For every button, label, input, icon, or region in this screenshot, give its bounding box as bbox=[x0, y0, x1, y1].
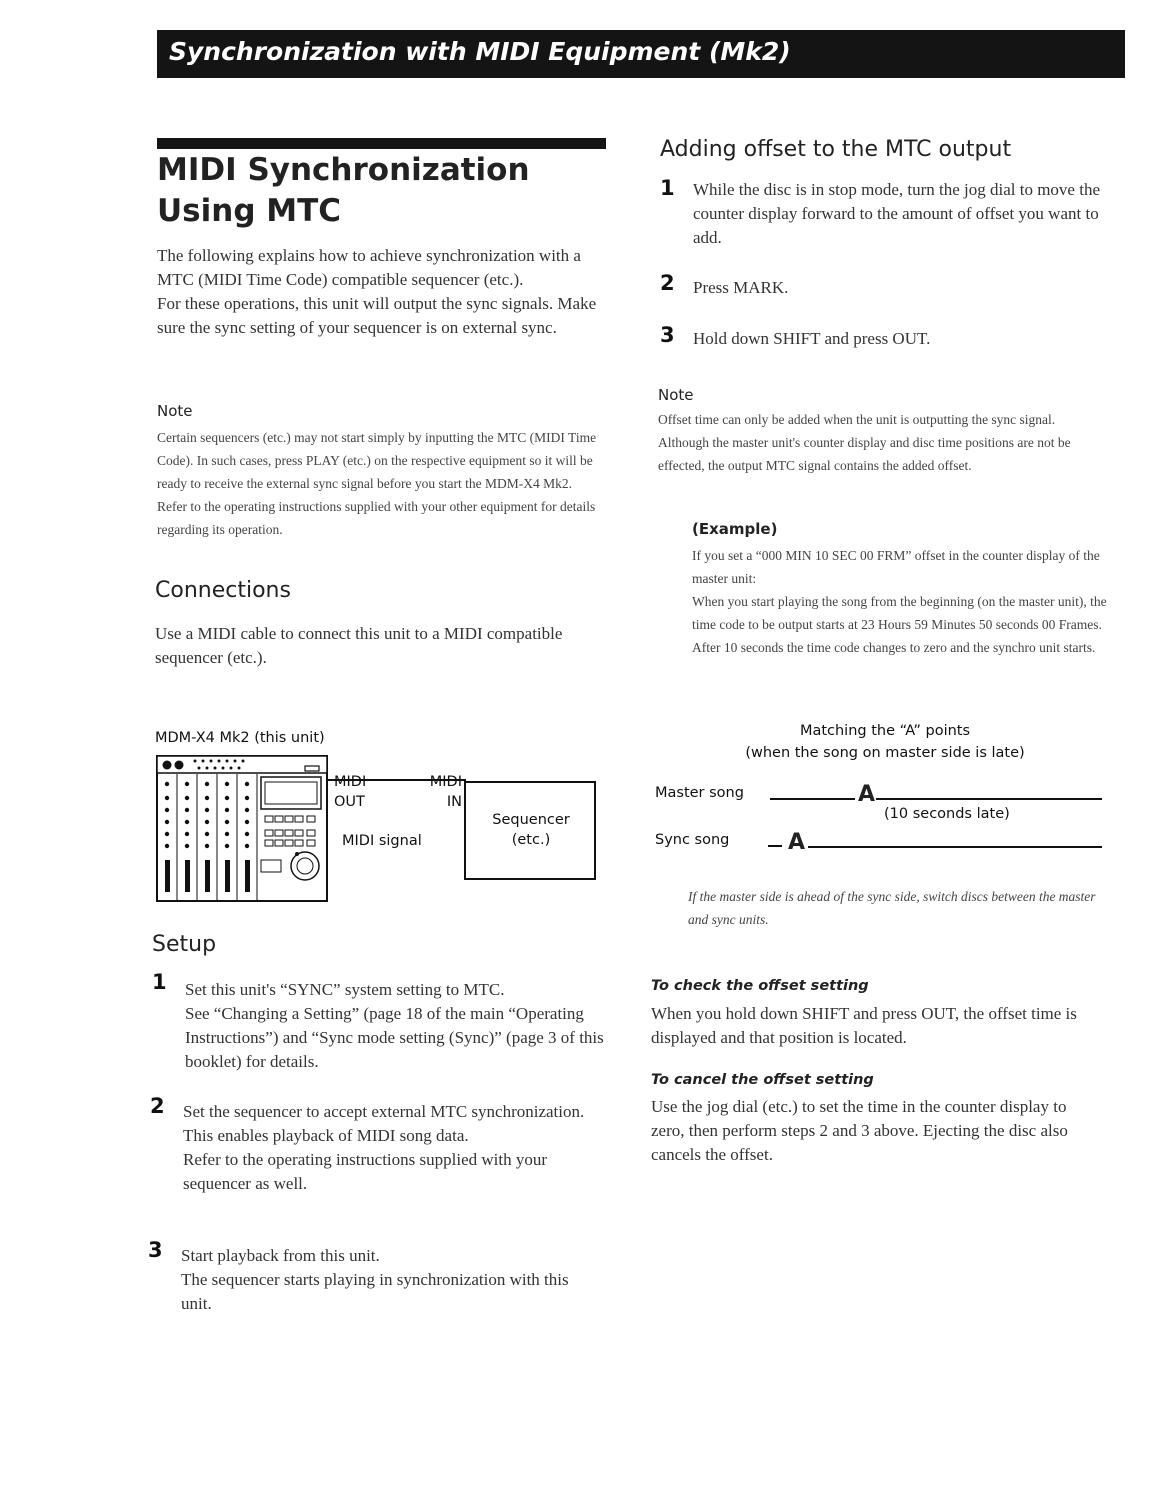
sequencer-line: Sequencer bbox=[492, 812, 570, 828]
sync-song-line-before bbox=[768, 845, 782, 847]
timing-title-line: (when the song on master side is late) bbox=[745, 745, 1025, 761]
intro-paragraph: The following explains how to achieve synchronization with a MTC (MIDI Time Code) compatible sequencer (etc.). bbox=[157, 246, 581, 289]
master-song-line-after bbox=[876, 798, 1102, 800]
step-line: Start playback from this unit. bbox=[181, 1246, 380, 1265]
page-title: MIDI Synchronization Using MTC bbox=[157, 152, 530, 229]
timing-title-line: Matching the “A” points bbox=[799, 723, 971, 739]
step-line: This enables playback of MIDI song data. bbox=[183, 1126, 469, 1145]
setup-step-number: 3 bbox=[148, 1238, 163, 1262]
sync-song-label: Sync song bbox=[655, 832, 730, 848]
midi-in-label bbox=[420, 772, 462, 812]
master-song-line-before bbox=[770, 798, 855, 800]
offset-step-number: 3 bbox=[660, 323, 675, 347]
note-heading: Note bbox=[157, 402, 193, 420]
step-line: See “Changing a Setting” (page 18 of the main “Operating Instructions”) and “Sync mode setting (Sync)” (page 3 of this booklet) for details. bbox=[185, 1004, 604, 1071]
offset-step-1: While the disc is in stop mode, turn the jog dial to move the counter display forward to the amount of offset you want to add. bbox=[693, 180, 1100, 247]
offset-step-number: 2 bbox=[660, 271, 675, 295]
note-paragraph: Offset time can only be added when the unit is outputting the sync signal. bbox=[658, 412, 1056, 427]
step-line: Set this unit's “SYNC” system setting to MTC. bbox=[185, 980, 505, 999]
midi-out-line: OUT bbox=[334, 794, 365, 810]
offset-heading: Adding offset to the MTC output bbox=[660, 137, 1012, 162]
step-line: The sequencer starts playing in synchronization with this unit. bbox=[181, 1270, 569, 1313]
setup-heading: Setup bbox=[152, 932, 217, 957]
sync-song-line-after bbox=[808, 846, 1102, 848]
timing-caption: If the master side is ahead of the sync side, switch discs between the master and sync units. bbox=[688, 889, 1096, 927]
setup-step-number: 2 bbox=[150, 1094, 165, 1118]
midi-signal-label: MIDI signal bbox=[342, 833, 422, 849]
step-line: Refer to the operating instructions supplied with your sequencer as well. bbox=[183, 1150, 548, 1193]
header-title: Synchronization with MIDI Equipment (Mk2) bbox=[169, 37, 791, 66]
midi-out-label bbox=[334, 772, 366, 812]
note-text bbox=[157, 426, 607, 541]
connections-heading: Connections bbox=[155, 578, 291, 603]
right-note-text bbox=[658, 408, 1108, 477]
cancel-text: Use the jog dial (etc.) to set the time in the counter display to zero, then perform steps 2 and 3 above. Ejecting the disc also cancels the offset. bbox=[651, 1097, 1068, 1164]
step-line: Set the sequencer to accept external MTC synchronization. bbox=[183, 1102, 585, 1121]
check-heading: To check the offset setting bbox=[651, 978, 869, 994]
intro-text bbox=[157, 244, 607, 340]
setup-step-number: 1 bbox=[152, 970, 167, 994]
note-paragraph: Certain sequencers (etc.) may not start simply by inputting the MTC (MIDI Time Code). In such cases, press PLAY (etc.) on the respective equipment so it will be ready to receive the external sync signal before you start the MDM-X4 Mk2. bbox=[157, 430, 597, 491]
master-song-label: Master song bbox=[655, 785, 744, 801]
right-note-heading: Note bbox=[658, 386, 694, 404]
unit-label: MDM-X4 Mk2 (this unit) bbox=[155, 730, 325, 746]
offset-step-3: Hold down SHIFT and press OUT. bbox=[693, 329, 931, 348]
midi-out-line: MIDI bbox=[334, 774, 367, 790]
sequencer-line: (etc.) bbox=[511, 832, 551, 848]
setup-step-2 bbox=[183, 1100, 593, 1196]
check-text: When you hold down SHIFT and press OUT, the offset time is displayed and that position is located. bbox=[651, 1004, 1077, 1047]
midi-in-line: MIDI bbox=[429, 774, 462, 790]
sync-point-a: A bbox=[788, 830, 806, 855]
intro-paragraph: For these operations, this unit will output the sync signals. Make sure the sync setting of your sequencer is on external sync. bbox=[157, 294, 597, 337]
example-paragraph: If you set a “000 MIN 10 SEC 00 FRM” offset in the counter display of the master unit: bbox=[692, 548, 1100, 586]
offset-step-number: 1 bbox=[660, 176, 675, 200]
master-point-a: A bbox=[858, 782, 876, 807]
setup-step-3 bbox=[181, 1244, 591, 1316]
offset-step-2: Press MARK. bbox=[693, 278, 789, 297]
note-paragraph: Although the master unit's counter display and disc time positions are not be effected, the output MTC signal contains the added offset. bbox=[658, 435, 1071, 473]
cancel-heading: To cancel the offset setting bbox=[651, 1072, 874, 1088]
midi-in-line: IN bbox=[446, 794, 462, 810]
note-paragraph: Refer to the operating instructions supplied with your other equipment for details regarding its operation. bbox=[157, 499, 596, 537]
mdm-x4-unit-drawing bbox=[157, 756, 327, 901]
example-heading: (Example) bbox=[692, 520, 778, 538]
example-text bbox=[692, 544, 1107, 659]
timing-title bbox=[650, 720, 1120, 764]
example-paragraph: When you start playing the song from the beginning (on the master unit), the time code to be output starts at 23 Hours 59 Minutes 50 seconds 00 Frames. After 10 seconds the time code changes to zero and the synchro unit starts. bbox=[692, 594, 1107, 655]
sequencer-label bbox=[466, 810, 596, 850]
connections-text: Use a MIDI cable to connect this unit to a MIDI compatible sequencer (etc.). bbox=[155, 624, 563, 667]
header-banner bbox=[157, 30, 1125, 78]
title-rule bbox=[157, 138, 606, 149]
setup-step-1 bbox=[185, 978, 605, 1074]
late-note: (10 seconds late) bbox=[884, 806, 1010, 822]
